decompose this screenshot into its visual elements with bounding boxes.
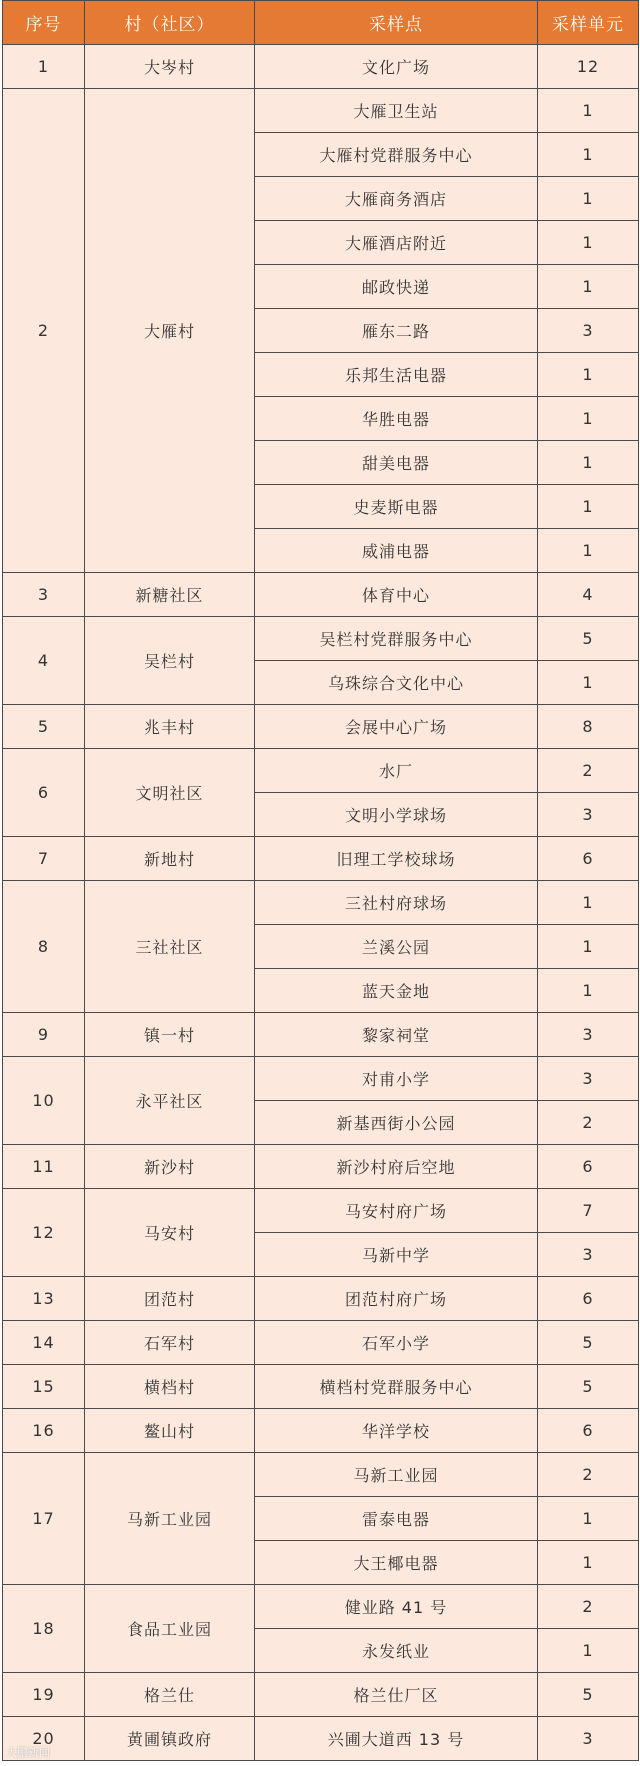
serial-no-cell: 8 [3,881,85,1013]
sampling-site-cell: 石军小学 [255,1321,538,1365]
village-cell: 大岑村 [85,45,255,89]
sampling-units-cell: 3 [538,1717,639,1761]
table-row [3,1189,639,1233]
sampling-units-cell: 6 [538,1409,639,1453]
village-cell: 兆丰村 [85,705,255,749]
header-village: 村（社区） [85,1,255,45]
sampling-units-cell: 1 [538,265,639,309]
sampling-site-cell: 兴圃大道西 13 号 [255,1717,538,1761]
village-cell: 横档村 [85,1365,255,1409]
table-row [3,1673,639,1717]
sampling-site-cell: 文化广场 [255,45,538,89]
table-row [3,45,639,89]
serial-no-cell: 11 [3,1145,85,1189]
sampling-units-cell: 3 [538,1233,639,1277]
village-cell: 大雁村 [85,89,255,573]
sampling-site-cell: 马安村府广场 [255,1189,538,1233]
sampling-site-cell: 团范村府广场 [255,1277,538,1321]
sampling-units-cell: 1 [538,485,639,529]
sampling-site-cell: 雷泰电器 [255,1497,538,1541]
serial-no-cell: 15 [3,1365,85,1409]
table-row [3,1057,639,1101]
sampling-units-cell: 6 [538,1277,639,1321]
sampling-site-cell: 蓝天金地 [255,969,538,1013]
sampling-site-cell: 横档村党群服务中心 [255,1365,538,1409]
sampling-site-cell: 大雁酒店附近 [255,221,538,265]
serial-no-cell: 13 [3,1277,85,1321]
sampling-units-cell: 5 [538,1673,639,1717]
sampling-units-cell: 2 [538,1453,639,1497]
sampling-units-cell: 3 [538,793,639,837]
sampling-units-cell: 4 [538,573,639,617]
serial-no-cell: 6 [3,749,85,837]
village-cell: 新地村 [85,837,255,881]
sampling-site-cell: 水厂 [255,749,538,793]
serial-no-cell: 5 [3,705,85,749]
serial-no-cell: 17 [3,1453,85,1585]
sampling-units-cell: 5 [538,1321,639,1365]
table-body [3,45,639,1761]
sampling-site-cell: 华胜电器 [255,397,538,441]
sampling-units-cell: 1 [538,397,639,441]
table-row [3,881,639,925]
sampling-site-cell: 新基西街小公园 [255,1101,538,1145]
sampling-site-cell: 对甫小学 [255,1057,538,1101]
table-row [3,1365,639,1409]
sampling-site-cell: 大雁卫生站 [255,89,538,133]
watermark: 大鹏新闻 [6,1746,50,1759]
sampling-units-cell: 2 [538,749,639,793]
sampling-units-cell: 1 [538,969,639,1013]
sampling-units-cell: 1 [538,529,639,573]
sampling-units-cell: 1 [538,441,639,485]
table-row [3,1013,639,1057]
sampling-site-cell: 乐邦生活电器 [255,353,538,397]
village-cell: 吴栏村 [85,617,255,705]
sampling-site-cell: 旧理工学校球场 [255,837,538,881]
sampling-site-cell: 兰溪公园 [255,925,538,969]
header-sampling-site: 采样点 [255,1,538,45]
sampling-site-cell: 大雁商务酒店 [255,177,538,221]
sampling-units-cell: 6 [538,837,639,881]
header-serial-no: 序号 [3,1,85,45]
sampling-units-cell: 1 [538,925,639,969]
sampling-units-cell: 1 [538,221,639,265]
village-cell: 马安村 [85,1189,255,1277]
sampling-site-cell: 黎家祠堂 [255,1013,538,1057]
sampling-site-cell: 体育中心 [255,573,538,617]
serial-no-cell: 19 [3,1673,85,1717]
sampling-site-cell: 马新中学 [255,1233,538,1277]
sampling-units-cell: 1 [538,353,639,397]
sampling-units-cell: 1 [538,1629,639,1673]
table-row [3,1321,639,1365]
sampling-site-cell: 乌珠综合文化中心 [255,661,538,705]
sampling-site-cell: 吴栏村党群服务中心 [255,617,538,661]
table-row [3,1277,639,1321]
sampling-table [2,0,639,1761]
village-cell: 新沙村 [85,1145,255,1189]
sampling-site-cell: 甜美电器 [255,441,538,485]
serial-no-cell: 14 [3,1321,85,1365]
serial-no-cell: 20 [3,1717,85,1761]
sampling-units-cell: 1 [538,133,639,177]
sampling-units-cell: 3 [538,1057,639,1101]
serial-no-cell: 3 [3,573,85,617]
village-cell: 永平社区 [85,1057,255,1145]
village-cell: 石军村 [85,1321,255,1365]
serial-no-cell: 7 [3,837,85,881]
village-cell: 三社社区 [85,881,255,1013]
sampling-units-cell: 1 [538,1541,639,1585]
sampling-units-cell: 5 [538,617,639,661]
table-row [3,617,639,661]
serial-no-cell: 10 [3,1057,85,1145]
sampling-site-cell: 会展中心广场 [255,705,538,749]
sampling-units-cell: 12 [538,45,639,89]
village-cell: 黄圃镇政府 [85,1717,255,1761]
table-row [3,1409,639,1453]
village-cell: 文明社区 [85,749,255,837]
village-cell: 镇一村 [85,1013,255,1057]
sampling-site-cell: 大王椰电器 [255,1541,538,1585]
serial-no-cell: 12 [3,1189,85,1277]
sampling-site-cell: 威浦电器 [255,529,538,573]
sampling-units-cell: 3 [538,1013,639,1057]
village-cell: 鳌山村 [85,1409,255,1453]
sampling-units-cell: 1 [538,881,639,925]
table-row [3,1717,639,1761]
sampling-units-cell: 2 [538,1585,639,1629]
serial-no-cell: 4 [3,617,85,705]
table-row [3,705,639,749]
table-row [3,1145,639,1189]
sampling-site-cell: 邮政快递 [255,265,538,309]
table-row [3,573,639,617]
village-cell: 格兰仕 [85,1673,255,1717]
serial-no-cell: 18 [3,1585,85,1673]
sampling-site-cell: 史麦斯电器 [255,485,538,529]
table-row [3,89,639,133]
sampling-units-cell: 3 [538,309,639,353]
sampling-site-cell: 华洋学校 [255,1409,538,1453]
sampling-site-cell: 格兰仕厂区 [255,1673,538,1717]
serial-no-cell: 9 [3,1013,85,1057]
sampling-site-cell: 雁东二路 [255,309,538,353]
sampling-site-cell: 永发纸业 [255,1629,538,1673]
serial-no-cell: 2 [3,89,85,573]
table-row [3,749,639,793]
sampling-site-cell: 马新工业园 [255,1453,538,1497]
table-row [3,1585,639,1629]
sampling-units-cell: 5 [538,1365,639,1409]
sampling-units-cell: 7 [538,1189,639,1233]
sampling-site-cell: 新沙村府后空地 [255,1145,538,1189]
village-cell: 食品工业园 [85,1585,255,1673]
sampling-units-cell: 1 [538,177,639,221]
sampling-units-cell: 2 [538,1101,639,1145]
sampling-units-cell: 1 [538,1497,639,1541]
village-cell: 新糖社区 [85,573,255,617]
sampling-site-cell: 大雁村党群服务中心 [255,133,538,177]
serial-no-cell: 1 [3,45,85,89]
header-sampling-units: 采样单元 [538,1,639,45]
serial-no-cell: 16 [3,1409,85,1453]
sampling-table-container [2,0,638,1761]
sampling-units-cell: 1 [538,89,639,133]
table-header [3,1,639,45]
sampling-site-cell: 三社村府球场 [255,881,538,925]
sampling-units-cell: 1 [538,661,639,705]
sampling-site-cell: 健业路 41 号 [255,1585,538,1629]
sampling-site-cell: 文明小学球场 [255,793,538,837]
village-cell: 团范村 [85,1277,255,1321]
table-row [3,1453,639,1497]
sampling-units-cell: 8 [538,705,639,749]
sampling-units-cell: 6 [538,1145,639,1189]
village-cell: 马新工业园 [85,1453,255,1585]
table-row [3,837,639,881]
header-row [3,1,639,45]
